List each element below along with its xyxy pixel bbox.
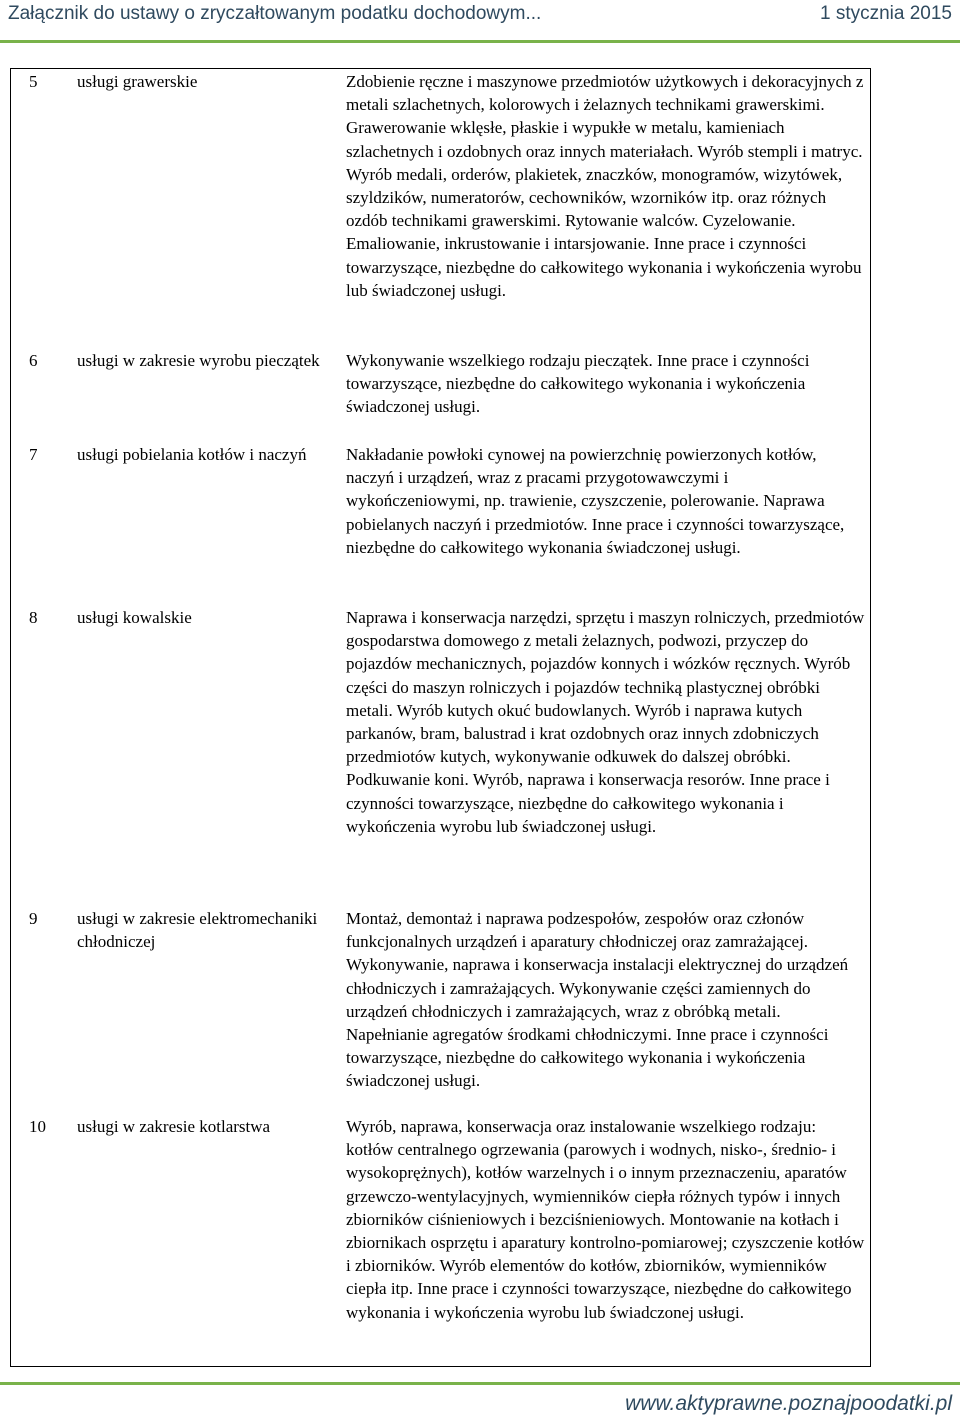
services-table bbox=[10, 68, 871, 1367]
service-description: Wyrób, naprawa, konserwacja oraz instalowanie wszelkiego rodzaju: kotłów centralnego ogrzewania (parowych i wodnych, nisko-, średnio- i wysokoprężnych), kotłów warzelnych i o innym przeznaczeniu, aparatów grzewczo-wentylacyjnych, wymienników ciepła różnych typów i innych zbiorników ciśnieniowych i bezciśnieniowych. Montowanie na kotłach i zbiornikach osprzętu i aparatury kontrolno-pomiarowej; czyszczenie kotłów i zbiorników. Wyrób elementów do kotłów, zbiorników, wymienników ciepła itp. Inne prace i czynności towarzyszące, niezbędne do całkowitego wykonania i wykończenia wyrobu lub świadczonej usługi. bbox=[346, 1117, 865, 1322]
document-title: Załącznik do ustawy o zryczałtowanym podatku dochodowym... bbox=[8, 3, 542, 24]
row-number: 7 bbox=[29, 445, 38, 464]
service-name: usługi grawerskie bbox=[77, 72, 198, 91]
footer-url: www.aktyprawne.poznajpoodatki.pl bbox=[625, 1392, 952, 1415]
row-number: 9 bbox=[29, 909, 38, 928]
footer-divider bbox=[0, 1382, 960, 1385]
service-name: usługi w zakresie wyrobu pieczątek bbox=[77, 351, 320, 370]
row-number: 6 bbox=[29, 351, 38, 370]
service-description: Zdobienie ręczne i maszynowe przedmiotów użytkowych i dekoracyjnych z metali szlachetnych, kolorowych i żelaznych technikami grawerskimi. Grawerowanie wklęsłe, płaskie i wypukłe w metalu, kamieniach szlachetnych i ozdobnych oraz innych materiałach. Wyrób stempli i matryc. Wyrób medali, orderów, plakietek, znaczków, monogramów, wizytówek, szyldzików, numeratorów, cechowników, wzorników itp. oraz różnych ozdób technikami grawerskimi. Rytowanie walców. Cyzelowanie. Emaliowanie, inkrustowanie i intarsjowanie. Inne prace i czynności towarzyszące, niezbędne do całkowitego wykonania i wykończenia wyrobu lub świadczonej usługi. bbox=[346, 72, 864, 300]
service-description: Wykonywanie wszelkiego rodzaju pieczątek. Inne prace i czynności towarzyszące, niezbędne do całkowitego wykonania i wykończenia świadczonej usługi. bbox=[346, 351, 810, 417]
row-number: 8 bbox=[29, 608, 38, 627]
row-number: 10 bbox=[29, 1117, 46, 1136]
service-name: usługi pobielania kotłów i naczyń bbox=[77, 445, 307, 464]
service-name: usługi w zakresie kotlarstwa bbox=[77, 1117, 271, 1136]
service-name: usługi kowalskie bbox=[77, 608, 192, 627]
service-description: Montaż, demontaż i naprawa podzespołów, zespołów oraz członów funkcjonalnych urządzeń i aparatury chłodniczej oraz zamrażającej. Wykonywanie, naprawa i konserwacja instalacji elektrycznej do urządzeń chłodniczych i zamrażających. Wykonywanie części zamiennych do urządzeń chłodniczych i zamrażających, wraz z obróbką metali. Napełnianie agregatów środkami chłodniczymi. Inne prace i czynności towarzyszące, niezbędne do całkowitego wykonania i wykończenia świadczonej usługi. bbox=[346, 909, 849, 1091]
header-divider bbox=[0, 40, 960, 43]
document-date: 1 stycznia 2015 bbox=[819, 3, 952, 24]
page-header bbox=[0, 0, 960, 30]
row-number: 5 bbox=[29, 72, 38, 91]
service-name: usługi w zakresie elektromechaniki chłodniczej bbox=[77, 909, 318, 952]
service-description: Nakładanie powłoki cynowej na powierzchnię powierzonych kotłów, naczyń i urządzeń, wraz z pracami przygotowawczymi i wykończeniowymi, np. trawienie, czyszczenie, polerowanie. Naprawa pobielanych naczyń i przedmiotów. Inne prace i czynności towarzyszące, niezbędne do całkowitego wykonania świadczonej usługi. bbox=[346, 445, 845, 557]
service-description: Naprawa i konserwacja narzędzi, sprzętu i maszyn rolniczych, przedmiotów gospodarstwa domowego z metali żelaznych, podwozi, przyczep do pojazdów mechanicznych, pojazdów konnych i wózków ręcznych. Wyrób części do maszyn rolniczych i pojazdów techniką plastycznej obróbki metali. Wyrób kutych okuć budowlanych. Wyrób i naprawa kutych parkanów, bram, balustrad i krat ozdobnych oraz innych zdobniczych przedmiotów kutych, wykonywanie odkuwek do dalszej obróbki. Podkuwanie koni. Wyrób, naprawa i konserwacja resorów. Inne prace i czynności towarzyszące, niezbędne do całkowitego wykonania i wykończenia wyrobu lub świadczonej usługi. bbox=[346, 608, 865, 836]
